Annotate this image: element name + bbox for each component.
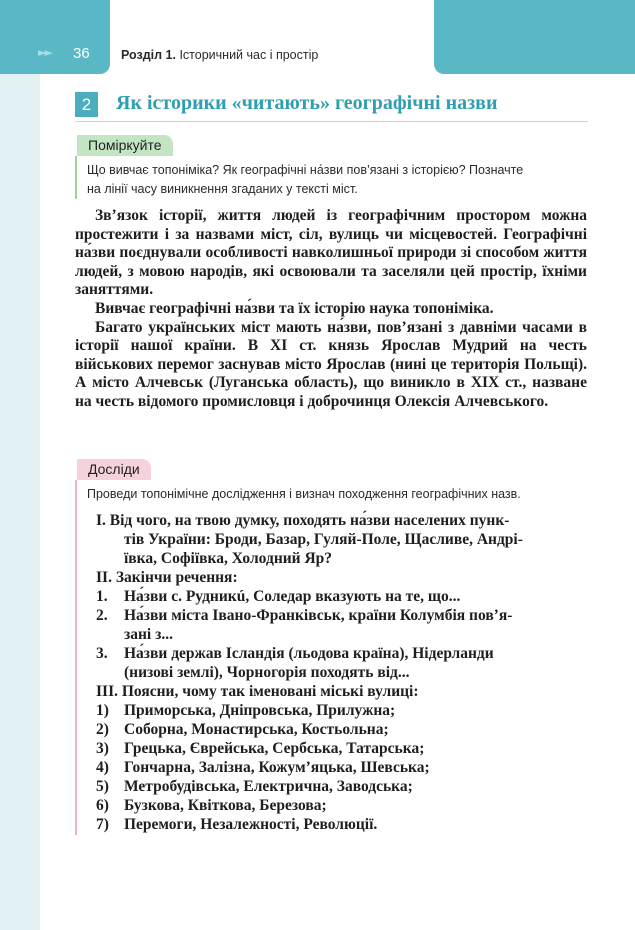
paragraph-2-end: .: [489, 299, 494, 317]
q3-item-3-num: 3): [96, 740, 109, 757]
topic-title: Як історики «читають» географічні назви: [116, 92, 498, 114]
main-text: [75, 207, 587, 412]
term-toponymy: топоніміка: [413, 299, 490, 317]
think-box-bar: [75, 156, 77, 199]
think-box-line-2: на лінії часу виникнення згаданих у тексті міст.: [87, 182, 358, 196]
header-decor-tab: [434, 0, 635, 74]
left-margin-band: [0, 0, 40, 930]
q3-item-2-num: 2): [96, 721, 109, 738]
q3-item-5-num: 5): [96, 778, 109, 795]
q3-item-7: Перемоги, Незалежності, Революції.: [124, 816, 378, 833]
q2-item-2-line-1: На́зви міста Івано-Франківськ, країни Колумбія пов’я-: [124, 607, 513, 624]
q3-item-3: Грецька, Єврейська, Сербська, Татарська;: [124, 740, 425, 757]
q3-item-1-num: 1): [96, 702, 109, 719]
q3-item-7-num: 7): [96, 816, 109, 833]
research-task: Проведи топонімічне дослідження і визнач походження географічних назв.: [87, 487, 521, 501]
think-box-label: Поміркуйте: [77, 135, 173, 156]
q3-item-6: Бузкова, Квіткова, Березова;: [124, 797, 327, 814]
q3-item-1: Приморська, Дніпровська, Прилужна;: [124, 702, 396, 719]
q2-item-1-line-1: На́зви с. Рудникú, Соледар вказують на те, що...: [124, 588, 461, 605]
section-label: Розділ 1.: [121, 48, 176, 62]
section-title: Історичний час і простір: [179, 48, 319, 62]
q3-item-5: Метробудівська, Електрична, Заводська;: [124, 778, 413, 795]
section-header: [121, 48, 318, 62]
q2-item-3-line-1: На́зви держав Ісландія (льодова країна), Нідерланди: [124, 645, 494, 662]
page-number: 36: [73, 45, 90, 62]
q3-item-4-num: 4): [96, 759, 109, 776]
paragraph-3: Багато українських міст мають на́зви, пов’язані з давніми часами в історії нашої країни. В XI ст. князь Ярослав Мудрий на честь військових перемог заснував місто Ярослав (нині це територія Польщі). А місто Алчевськ (Луганська область), що виникло в XIX ст., назване на честь відомого промисловця і доброчинця Олексія Алчевського.: [75, 318, 587, 410]
question-1-line-1: I. Від чого, на твою думку, походять на́зви населених пунк-: [96, 512, 510, 529]
page-number-tab: [0, 0, 110, 74]
question-3: III. Поясни, чому так іменовані міські вулиці:: [96, 683, 419, 700]
paragraph-1: Зв’язок історії, життя людей із географічним простором можна простежити і за назвами міст, сіл, вулиць чи місцевостей. Географічні на́зви поєднували особливості навколишньої природи зі способом життя людей, з мовою народів, які освоювали та заселяли цей простір, їхніми заняттями.: [75, 207, 587, 299]
double-arrow-icon: ►►: [38, 46, 51, 59]
q3-item-4: Гончарна, Залізна, Кожум’яцька, Шевська;: [124, 759, 430, 776]
question-1-line-3: ївка, Софіївка, Холодний Яр?: [124, 550, 333, 567]
research-box-label: Досліди: [77, 459, 151, 480]
q2-item-3-num: 3.: [96, 645, 108, 662]
q2-item-3-line-2: (низові землі), Чорногорія походять від...: [124, 664, 410, 681]
think-box-line-1: Що вивчає топоніміка? Як географічні на́зви пов’язані з історією? Позначте: [87, 163, 524, 177]
paragraph-2: [75, 300, 587, 319]
q3-item-2: Соборна, Монастирська, Костьольна;: [124, 721, 389, 738]
question-1-line-2: тів України: Броди, Базар, Гуляй-Поле, Щасливе, Андрі-: [124, 531, 523, 548]
q2-item-1-num: 1.: [96, 588, 108, 605]
q2-item-2-num: 2.: [96, 607, 108, 624]
q2-item-2-line-2: зані з...: [124, 626, 173, 643]
q3-item-6-num: 6): [96, 797, 109, 814]
topic-number-badge: 2: [75, 92, 98, 117]
title-divider: [75, 121, 588, 122]
paragraph-2-start: Вивчає географічні на́зви та їх історію наука: [95, 299, 414, 317]
question-2: II. Закінчи речення:: [96, 569, 238, 586]
research-box-bar: [75, 480, 77, 835]
